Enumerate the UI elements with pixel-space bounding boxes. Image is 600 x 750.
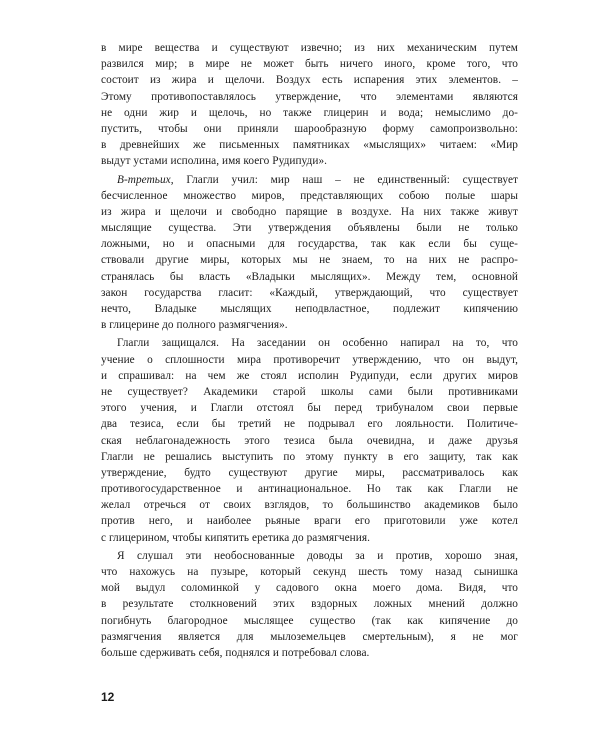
text-line: ская неблагонадежность этого тезиса была очевидна, и даже друзья	[101, 434, 518, 447]
text-line: Глагли не решались выступить по этому пункту в его защиту, так как	[101, 450, 518, 463]
text-line: два тезиса, если бы третий не подрывал его лояльности. Политиче-	[101, 418, 518, 431]
text-line: противогосударственное и антинациональное. Но так как Глагли не	[101, 483, 518, 496]
text-line: нечто, Владыке мыслящих неподвластное, подлежит кипячению	[101, 303, 518, 315]
text-line: в глицерине до полного размягчения».	[101, 319, 288, 332]
paragraph-4	[101, 548, 518, 661]
italic-lead: В-третьих,	[117, 173, 174, 186]
text-line: против него, и наиболее рьяные враги его приготовили уже котел	[101, 515, 518, 528]
text-line: учение о сплошности мира противоречит утверждению, что он выдут,	[101, 353, 518, 366]
text-line: бесчисленное множество миров, представляющих собою полые шары	[101, 189, 518, 202]
text-line: закон государства гласит: «Каждый, утверждающий, что существует	[101, 286, 518, 299]
text-line: Этому противопоставлялось утверждение, что элементами являются	[101, 90, 518, 103]
text-line: не одни жир и щелочь, но также глицерин и вода; немыслимо до-	[101, 106, 518, 119]
text-line: в результате столкновений этих вздорных ложных мнений должно	[101, 598, 518, 611]
text-line: и спрашивал: на чем же стоял исполин Рудипуди, если других миров	[101, 369, 518, 382]
text-fragment: Глагли учил: мир наш – не единственный: существует	[173, 173, 518, 186]
paragraph-2	[101, 172, 518, 334]
text-line: мой выдул соломинкой у садового окна моего дома. Видя, что	[101, 582, 518, 595]
paragraph-3	[101, 335, 518, 545]
text-line: странялась бы власть «Владыки мыслящих». Между тем, основной	[101, 270, 518, 283]
text-line: погибнуть благородное мыслящее существо (так как кипячение до	[101, 614, 518, 627]
text-line: пустить, чтобы они приняли шарообразную форму самопроизвольно:	[101, 122, 518, 135]
text-line: что нахожусь на пузыре, который секунд шесть тому назад сынишка	[101, 566, 518, 578]
text-line: состоит из жира и щелочи. Воздух есть испарения этих элементов. –	[101, 74, 518, 87]
text-line: в древнейших же письменных памятниках «мыслящих» читаем: «Мир	[101, 139, 518, 152]
text-line: не существует? Академики старой школы сами были противниками	[101, 385, 518, 398]
page-number: 12	[101, 690, 115, 704]
text-line: этого учения, и Глагли отстоял бы перед трибуналом свои первые	[101, 402, 518, 415]
text-line	[101, 172, 518, 188]
text-line: размягчения является для мылоземельцев смертельным), я не мог	[101, 630, 518, 643]
text-line: желал отречься от своих взглядов, то большинство академиков было	[101, 499, 518, 512]
text-line: ложными, но и опасными для государства, так как если бы суще-	[101, 238, 518, 251]
text-line: утверждение, будто существуют другие миры, рассматривалось как	[101, 466, 518, 479]
text-line: выдут устами исполина, имя коего Рудипуди».	[101, 155, 328, 168]
text-line: больше сдерживать себя, поднялся и потребовал слова.	[101, 646, 370, 659]
text-line: Я слушал эти необоснованные доводы за и против, хорошо зная,	[117, 549, 518, 562]
text-line: в мире вещества и существуют извечно; из них механическим путем	[101, 42, 518, 54]
page-body	[101, 40, 518, 661]
text-line: из жира и щелочи и свободно парящие в воздухе. На них также живут	[101, 205, 518, 218]
text-line: Глагли защищался. На заседании он особенно напирал на то, что	[117, 337, 518, 350]
text-line: ствовали другие миры, которых мы не знаем, то на них не распро-	[101, 254, 518, 267]
text-line: с глицерином, чтобы кипятить еретика до размягчения.	[101, 531, 370, 544]
text-line: развился мир; в мире не может быть ничего иного, кроме того, что	[101, 58, 518, 71]
paragraph-1	[101, 40, 518, 170]
text-line: мыслящие существа. Эти утверждения объявлены были не только	[101, 222, 518, 235]
